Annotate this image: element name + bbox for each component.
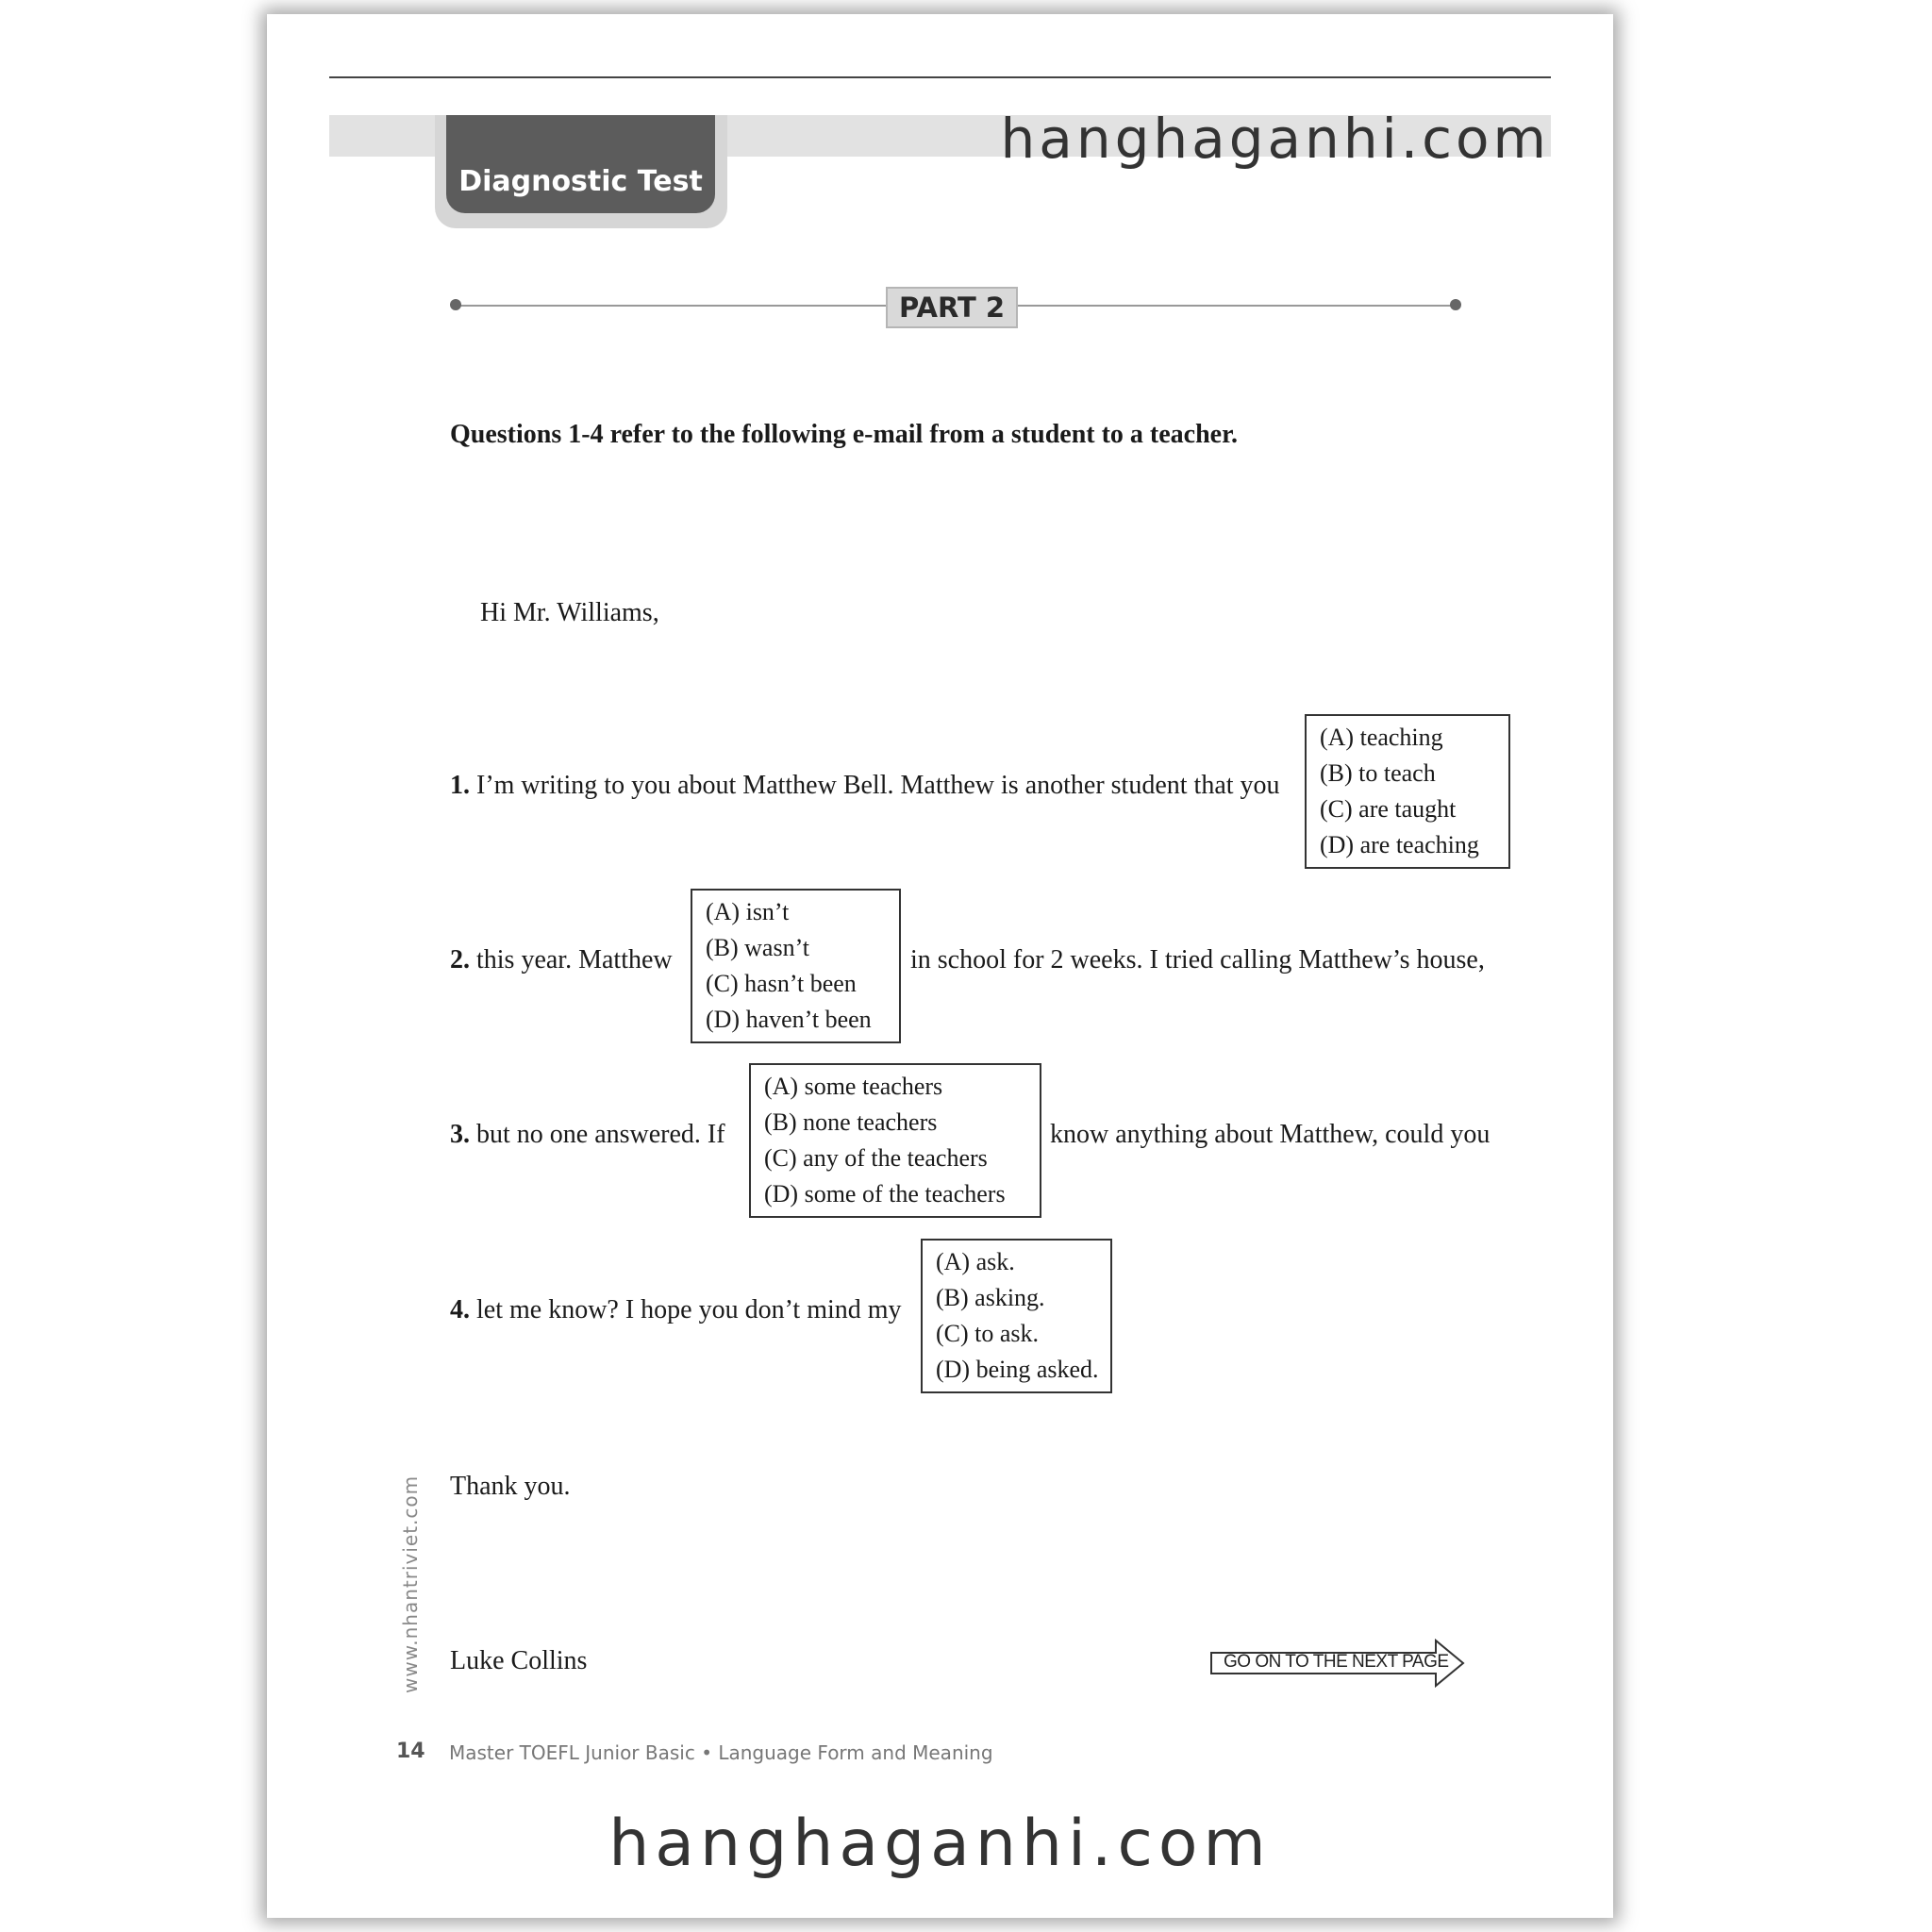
watermark-top: hanghaganhi.com [1000,107,1550,171]
next-page-button[interactable] [1210,1639,1465,1688]
top-rule [329,76,1551,78]
question-text: let me know? I hope you don’t mind my [476,1295,902,1324]
question-2-continuation: in school for 2 weeks. I tried calling Matthew’s house, [910,945,1485,974]
divider-dot-right [1450,299,1461,310]
next-page-label: GO ON TO THE NEXT PAGE [1224,1652,1449,1672]
question-2 [450,945,673,975]
question-text: this year. Matthew [476,945,673,974]
section-tab-label: Diagnostic Test [458,165,703,198]
question-text: but no one answered. If [476,1120,725,1149]
question-3-continuation: know anything about Matthew, could you [1050,1120,1491,1149]
option-d[interactable]: (D) some of the teachers [764,1180,1006,1208]
document-page [267,14,1613,1918]
option-c[interactable]: (C) are taught [1320,795,1457,823]
option-a[interactable]: (A) isn’t [706,898,790,925]
part-label: PART 2 [886,287,1018,328]
answer-options-1 [1305,714,1510,869]
question-number: 2. [450,945,470,974]
section-tab [446,115,715,213]
question-3 [450,1120,725,1150]
email-signature: Luke Collins [450,1646,588,1675]
side-url: www.nhantriviet.com [399,1474,422,1693]
instructions: Questions 1-4 refer to the following e-mail from a student to a teacher. [450,420,1238,449]
footer-title: Master TOEFL Junior Basic • Language Form and Meaning [449,1741,993,1764]
question-number: 3. [450,1120,470,1149]
option-b[interactable]: (B) wasn’t [706,934,810,961]
question-1 [450,771,1280,801]
divider-dot-left [450,299,461,310]
option-c[interactable]: (C) hasn’t been [706,970,857,997]
email-closing: Thank you. [450,1472,571,1501]
option-b[interactable]: (B) to teach [1320,759,1436,787]
watermark-bottom: hanghaganhi.com [608,1807,1272,1881]
question-number: 1. [450,771,470,800]
option-a[interactable]: (A) some teachers [764,1073,943,1100]
option-c[interactable]: (C) to ask. [936,1320,1040,1347]
answer-options-3 [749,1063,1041,1218]
option-d[interactable]: (D) haven’t been [706,1006,872,1033]
option-b[interactable]: (B) none teachers [764,1108,938,1136]
question-text: I’m writing to you about Matthew Bell. Matthew is another student that you [476,771,1280,800]
answer-options-2 [691,889,901,1043]
option-d[interactable]: (D) are teaching [1320,831,1479,858]
option-a[interactable]: (A) ask. [936,1248,1015,1275]
email-greeting: Hi Mr. Williams, [480,598,659,627]
question-number: 4. [450,1295,470,1324]
option-a[interactable]: (A) teaching [1320,724,1443,751]
page-number: 14 [396,1740,425,1763]
option-d[interactable]: (D) being asked. [936,1356,1099,1383]
answer-options-4 [921,1239,1112,1393]
option-b[interactable]: (B) asking. [936,1284,1045,1311]
question-4 [450,1295,902,1325]
option-c[interactable]: (C) any of the teachers [764,1144,988,1172]
